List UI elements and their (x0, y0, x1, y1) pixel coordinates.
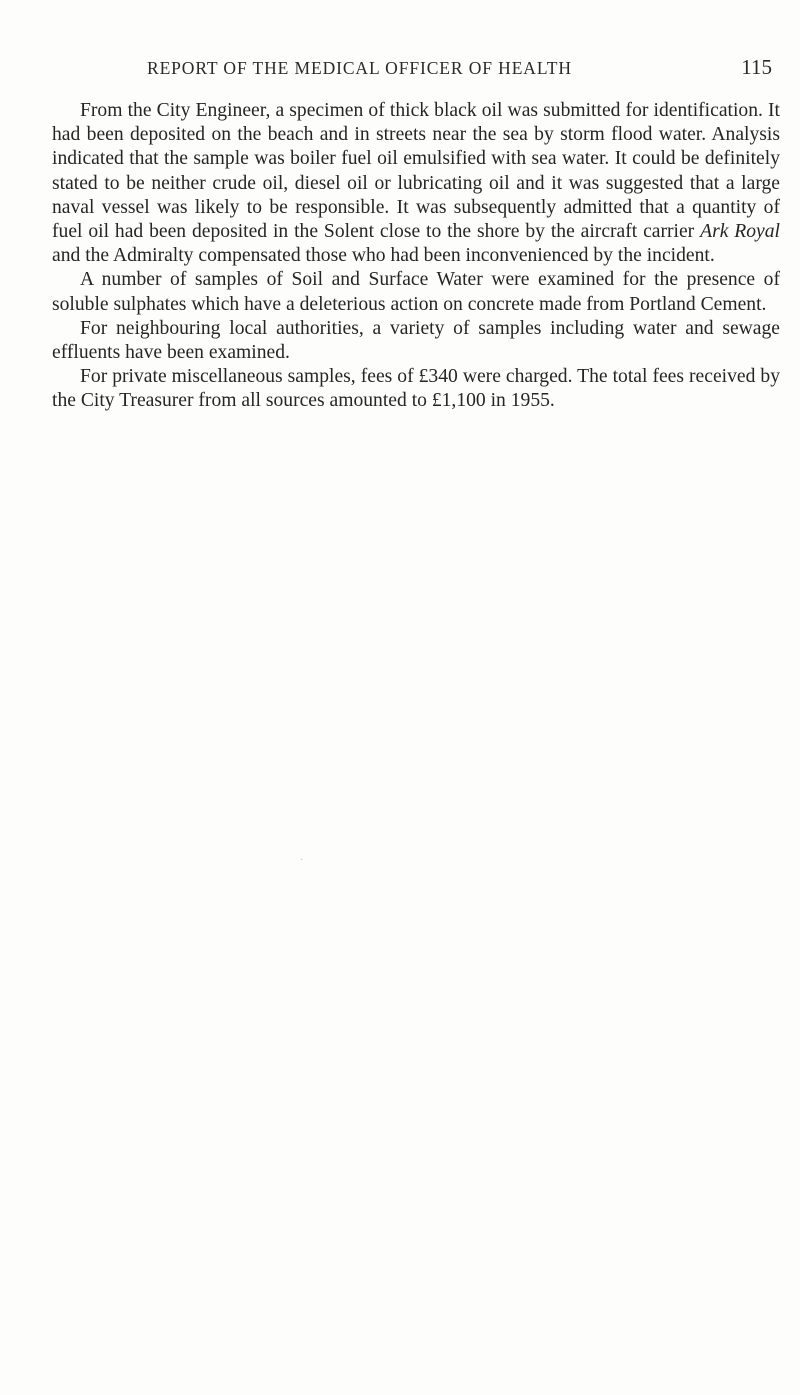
paragraph-oil-specimen (52, 99, 780, 268)
paragraph-local-authorities: For neighbouring local authorities, a variety of samples including water and sewage effluents have been examined. (52, 317, 780, 364)
paragraph-text: and the Admiralty compensated those who had been inconvenienced by the incident. (52, 245, 715, 267)
page-number: 115 (741, 55, 772, 79)
paragraph-text: From the City Engineer, a specimen of thick black oil was submitted for identification. It had been deposited on the beach and in streets near the sea by storm flood water. Analysis indicated that the sample was boiler fuel oil emulsified with sea water. It could be definitely stated to be neither crude oil, diesel oil or lubricating oil and it was suggested that a large naval vessel was likely to be responsible. It was subsequently admitted that a quantity of fuel oil had been deposited in the Solent close to the shore by the aircraft carrier (52, 100, 780, 243)
page-header (52, 55, 772, 86)
ship-name: Ark Royal (700, 221, 780, 243)
running-title: REPORT OF THE MEDICAL OFFICER OF HEALTH (147, 58, 572, 78)
report-body (52, 99, 780, 414)
print-speck: · (300, 855, 304, 866)
paragraph-soil-samples: A number of samples of Soil and Surface Water were examined for the presence of soluble sulphates which have a deleterious action on concrete made from Portland Cement. (52, 269, 780, 315)
paragraph-fees: For private miscellaneous samples, fees of £340 were charged. The total fees received by the City Treasurer from all sources amounted to £1,100 in 1955. (52, 366, 780, 412)
